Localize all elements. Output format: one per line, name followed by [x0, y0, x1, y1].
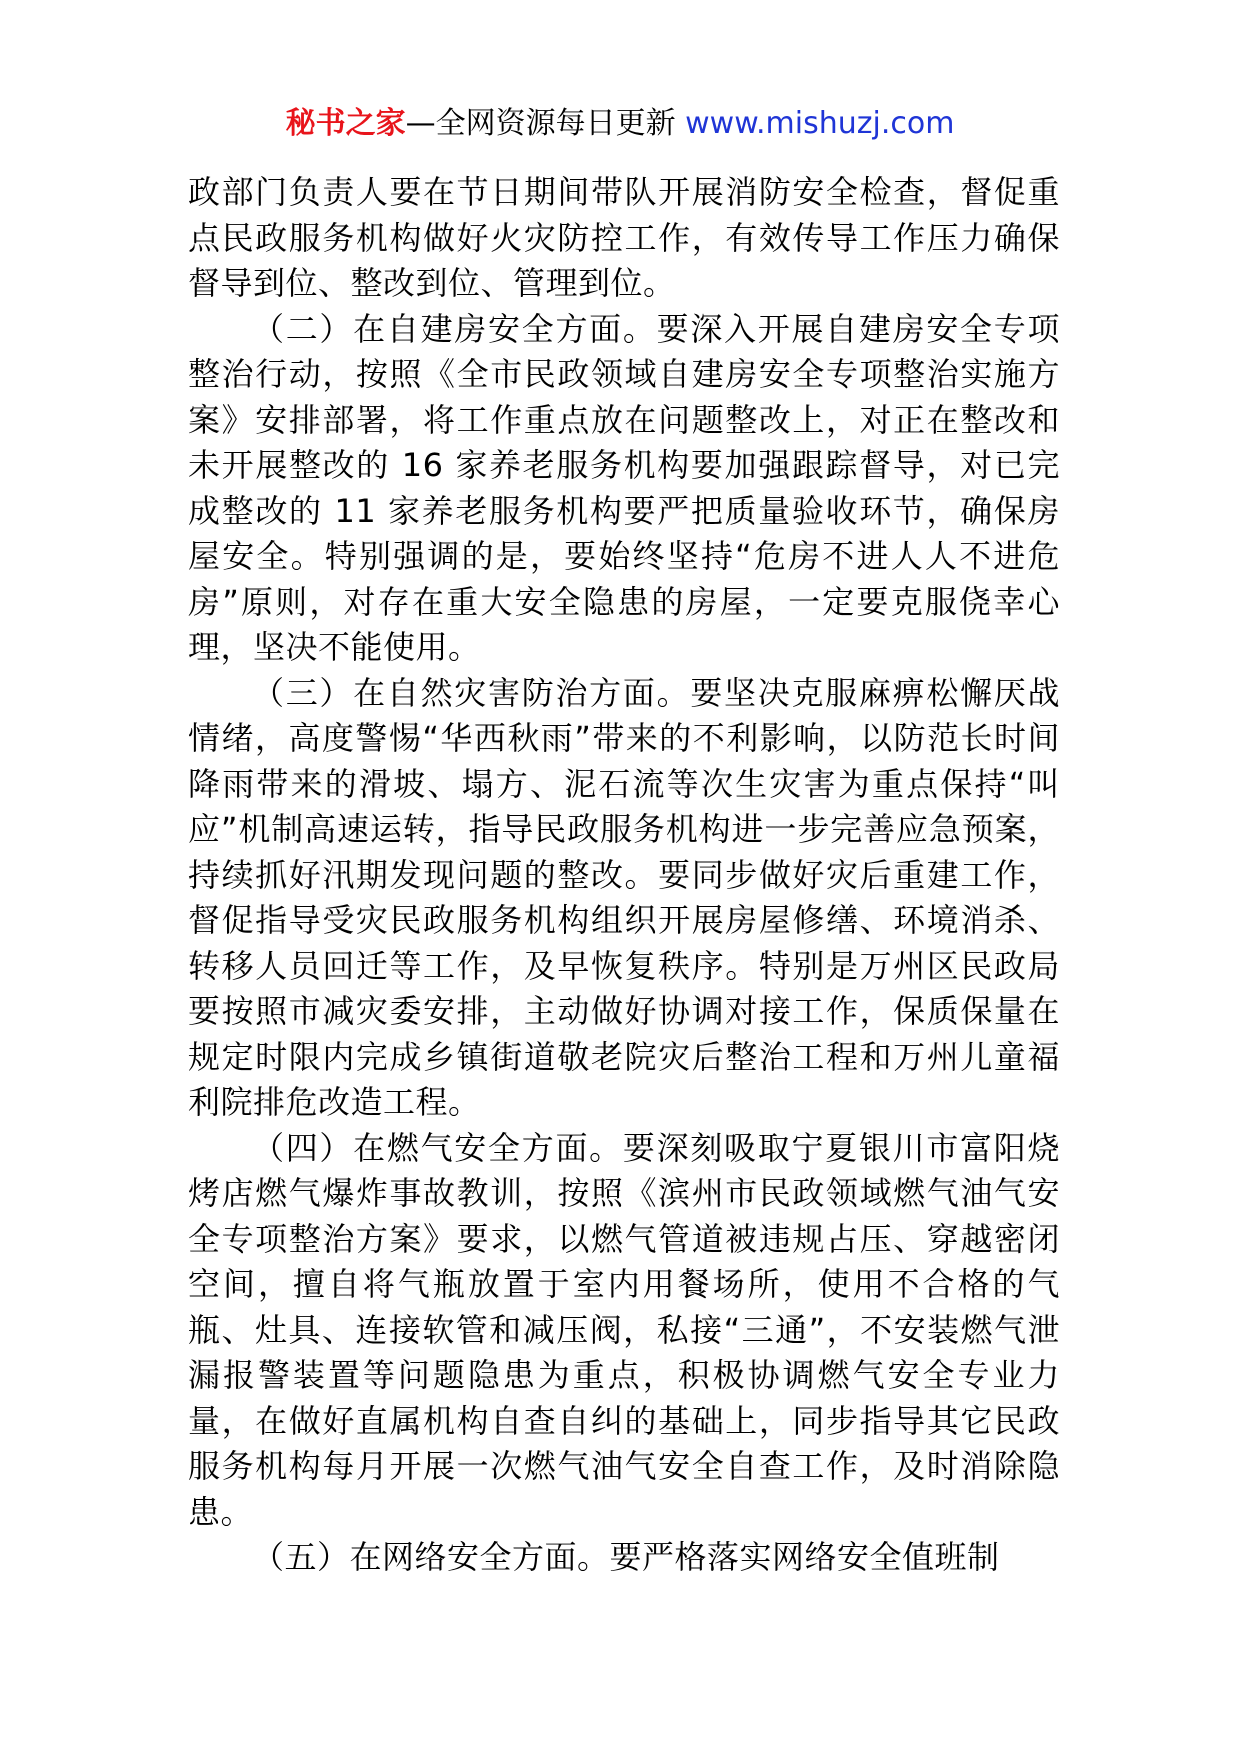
paragraph-continuation: 政部门负责人要在节日期间带队开展消防安全检查，督促重点民政服务机构做好火灾防控工作，有效传导工作压力确保督导到位、整改到位、管理到位。 — [188, 173, 1060, 302]
brand-name: 秘书之家 — [285, 106, 406, 141]
document-body — [188, 170, 1060, 1581]
paragraph-natural-disaster: （三）在自然灾害防治方面。要坚决克服麻痹松懈厌战情绪，高度警惕“华西秋雨”带来的不利影响，以防范长时间降雨带来的滑坡、塌方、泥石流等次生灾害为重点保持“叫应”机制高速运转，指导民政服务机构进一步完善应急预案，持续抓好汛期发现问题的整改。要同步做好灾后重建工作，督促指导受灾民政服务机构组织开展房屋修缮、环境消杀、转移人员回迁等工作，及早恢复秩序。特别是万州区民政局要按照市减灾委安排，主动做好协调对接工作，保质保量在规定时限内完成乡镇街道敬老院灾后整治工程和万州儿童福利院排危改造工程。 — [188, 673, 1060, 1121]
paragraph-self-built-housing: （二）在自建房安全方面。要深入开展自建房安全专项整治行动，按照《全市民政领域自建房安全专项整治实施方案》安排部署，将工作重点放在问题整改上，对正在整改和未开展整改的 16 家养老服务机构要加强跟踪督导，对已完成整改的 11 家养老服务机构要严把质量验收环节，确保房屋安全。特别强调的是，要始终坚持“危房不进人人不进危房”原则，对存在重大安全隐患的房屋，一定要克服侥幸心理，坚决不能使用。 — [188, 309, 1060, 666]
paragraph-network-safety: （五）在网络安全方面。要严格落实网络安全值班制 — [252, 1538, 1000, 1576]
header-tagline: —全网资源每日更新 — [405, 106, 686, 141]
header-url[interactable]: www.mishuzj.com — [685, 106, 955, 141]
page-header — [0, 100, 1240, 148]
paragraph-gas-safety: （四）在燃气安全方面。要深刻吸取宁夏银川市富阳烧烤店燃气爆炸事故教训，按照《滨州市民政领域燃气油气安全专项整治方案》要求，以燃气管道被违规占压、穿越密闭空间，擅自将气瓶放置于室内用餐场所，使用不合格的气瓶、灶具、连接软管和减压阀，私接“三通”，不安装燃气泄漏报警装置等问题隐患为重点，积极协调燃气安全专业力量，在做好直属机构自查自纠的基础上，同步指导其它民政服务机构每月开展一次燃气油气安全自查工作，及时消除隐患。 — [188, 1128, 1060, 1531]
